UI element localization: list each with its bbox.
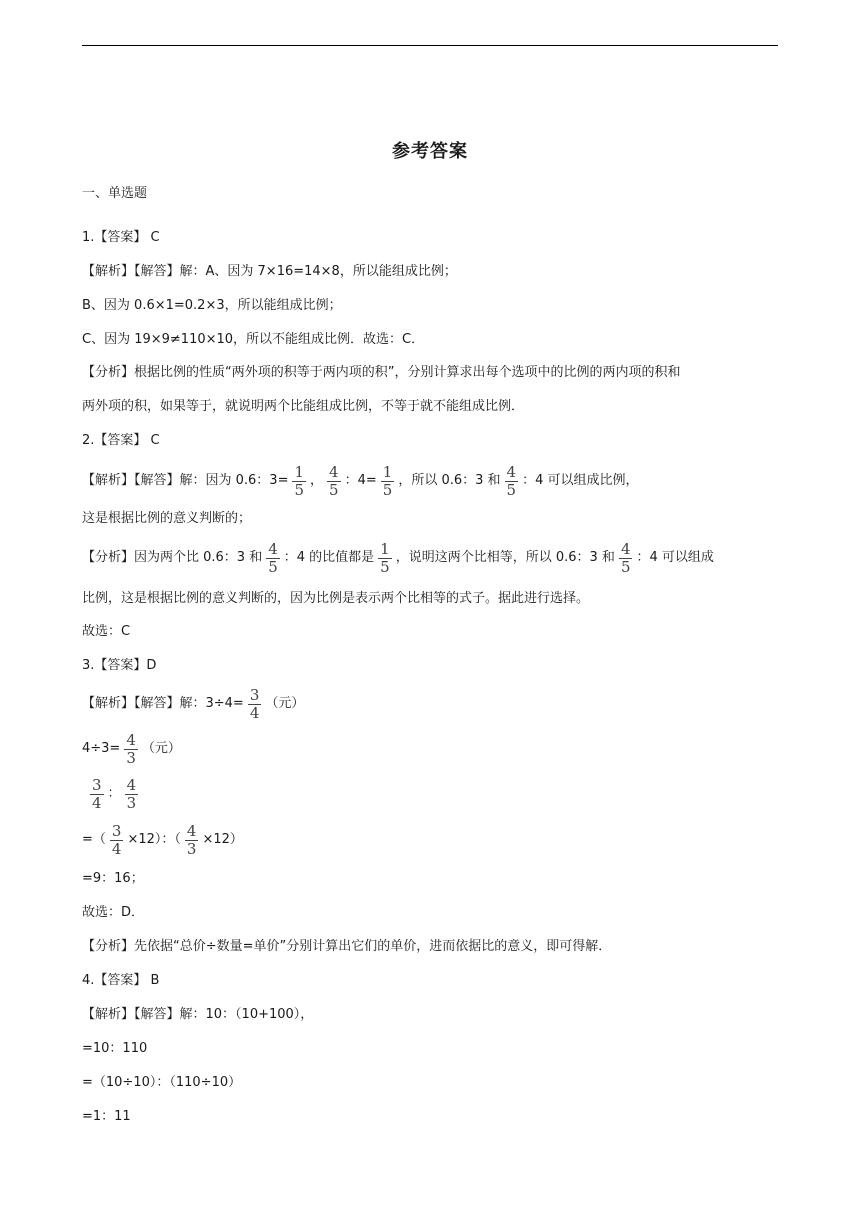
text: 4÷3= [82,741,121,756]
page-title: 参考答案 [392,141,468,162]
fraction-numerator: 3 [92,775,102,794]
q3-line-4 [82,820,782,860]
fraction-numerator: 4 [268,539,278,558]
fraction-denominator: 3 [126,793,137,812]
fraction-numerator: 3 [111,821,122,840]
text: ： [107,786,121,801]
q2-line-3 [82,538,782,578]
fraction-denominator: 5 [506,480,517,499]
fraction-denominator: 5 [620,557,631,576]
fraction-numerator: 4 [126,730,136,749]
q2-line-4: 比例，这是根据比例的意义判断的，因为比例是表示两个比相等的式子。据此进行选择。 [82,591,590,606]
text: （元） [265,696,305,711]
fraction-denominator: 5 [329,480,339,499]
q2-line-2: 这是根据比例的意义判断的； [82,511,252,526]
header-rule [82,45,778,46]
fraction-denominator: 5 [268,557,278,576]
fraction [292,462,306,499]
fraction-numerator: 1 [294,462,305,481]
text: 【解析】【解答】解：因为 0.6：3= [82,473,289,488]
q3-answer: 3.【答案】D [82,658,157,673]
fraction [378,539,392,576]
fraction-denominator: 5 [382,480,393,499]
fraction-numerator: 4 [506,462,517,481]
text: ：4 可以组成比例， [522,473,639,488]
fraction [505,462,519,499]
q1-line-1: 【解析】【解答】解：A、因为 7×16=14×8，所以能组成比例； [82,264,457,279]
text: ×12）：（ [127,832,181,847]
fraction [619,539,633,576]
q2-line-1 [82,461,782,501]
q4-line-3: =（10÷10）：（110÷10） [82,1075,242,1090]
fraction-numerator: 4 [186,821,197,840]
fraction-numerator: 4 [329,462,339,481]
fraction-numerator: 4 [620,539,631,558]
fraction [185,821,199,858]
text: 【解析】【解答】解：3÷4= [82,696,244,711]
fraction-numerator: 4 [126,775,137,794]
q4-answer: 4.【答案】 B [82,973,160,988]
text: ×12） [202,832,243,847]
fraction-denominator: 3 [126,748,136,767]
q3-line-3 [82,774,782,814]
text: （元） [141,741,181,756]
fraction-denominator: 5 [294,480,305,499]
text: =（ [82,832,106,847]
q3-line-1 [82,684,782,724]
q3-line-6: 故选：D． [82,905,145,920]
text: ：4 可以组成 [636,550,714,565]
q1-line-4: 【分析】根据比例的性质“两外项的积等于两内项的积”，分别计算求出每个选项中的比例的两内项的积和 [82,365,681,380]
fraction [248,685,262,722]
text: ：4= [344,473,377,488]
q4-line-2: =10：110 [82,1041,148,1056]
text: 【分析】因为两个比 0.6：3 和 [82,550,263,565]
q1-answer: 1.【答案】 C [82,230,160,245]
fraction-denominator: 4 [92,793,102,812]
fraction [124,730,138,767]
q3-line-5: =9：16； [82,871,144,886]
fraction-numerator: 1 [380,539,390,558]
fraction [125,775,139,812]
fraction [381,462,395,499]
fraction [90,775,104,812]
section-heading: 一、单选题 [82,186,148,201]
q4-line-4: =1：11 [82,1109,131,1124]
text: ，所以 0.6：3 和 [398,473,501,488]
text: ，说明这两个比相等，所以 0.6：3 和 [395,550,615,565]
q2-answer: 2.【答案】 C [82,433,160,448]
fraction-denominator: 3 [186,839,197,858]
fraction-numerator: 1 [382,462,393,481]
fraction-denominator: 5 [380,557,390,576]
fraction-denominator: 4 [111,839,122,858]
q1-line-5: 两外项的积，如果等于，就说明两个比能组成比例，不等于就不能组成比例． [82,399,525,414]
text: ：4 的比值都是 [283,550,375,565]
q2-line-5: 故选：C [82,624,131,639]
fraction [327,462,341,499]
q4-line-1: 【解析】【解答】解：10：（10+100）， [82,1007,314,1022]
fraction-denominator: 4 [249,703,260,722]
fraction [266,539,280,576]
q3-line-2 [82,729,782,769]
q1-line-3: C、因为 19×9≠110×10，所以不能组成比例．故选：C． [82,332,425,347]
fraction [110,821,124,858]
q3-line-7: 【分析】先依据“总价÷数量=单价”分别计算出它们的单价，进而依据比的意义，即可得解． [82,939,612,954]
text: ， [310,473,324,488]
fraction-numerator: 3 [249,685,260,704]
q1-line-2: B、因为 0.6×1=0.2×3，所以能组成比例； [82,298,342,313]
